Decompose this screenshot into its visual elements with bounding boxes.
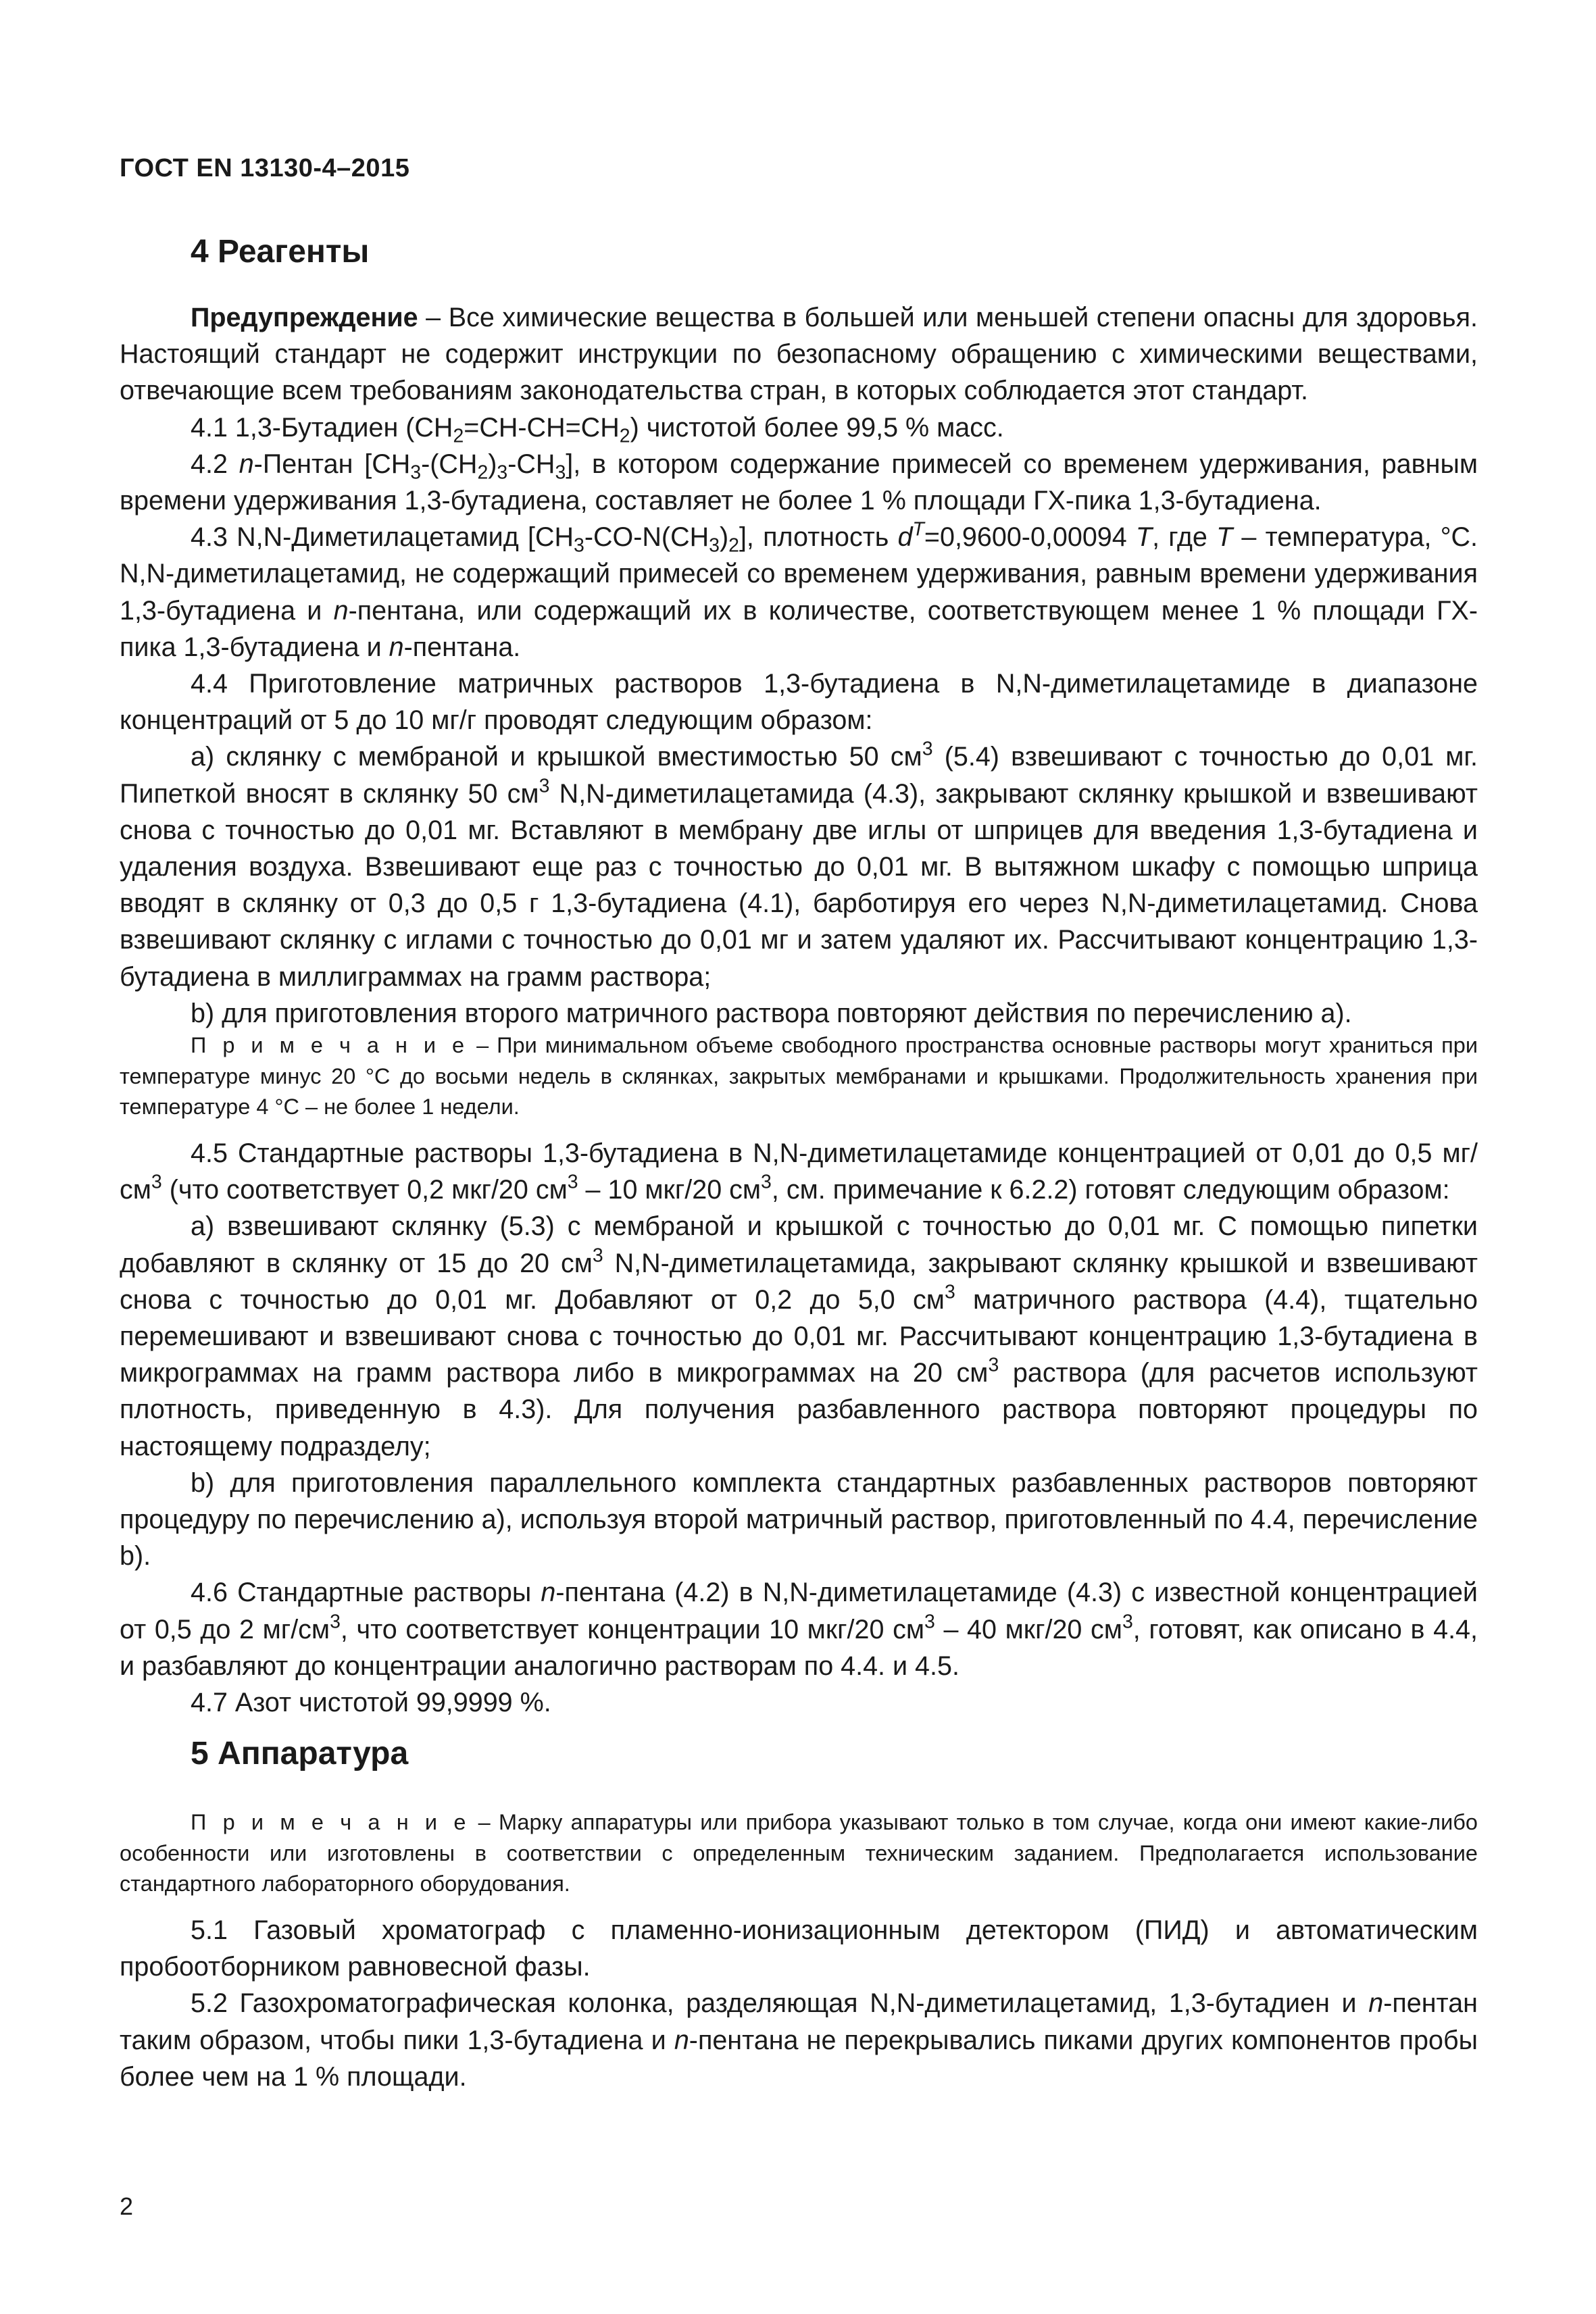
paragraph-5-1: 5.1 Газовый хроматограф с пламенно-ионизационным детектором (ПИД) и автоматическим пробоотборником равновесной фазы. — [120, 1915, 1478, 1982]
note-4-4: П р и м е ч а н и е – При минимальном объеме свободного пространства основные растворы могут храниться при температуре минус 20 °C до восьми недель в склянках, закрытых мембранами и крышками. Продолжительность хранения при температуре 4 °C – не более 1 недели. — [120, 1033, 1478, 1119]
section-5-heading: 5 Аппаратура — [191, 1736, 409, 1771]
note-label: П р и м е ч а н и е — [191, 1810, 470, 1834]
paragraph-4-5: 4.5 Стандартные растворы 1,3-бутадиена в N,N-диметилацетамиде концентрацией от 0,01 до 0,5 $мг/см^3$ (что соответствует 0,2 мкг/20 $см^3 - 10$ мкг/20 $см^3$, см. примечание к 6.2.2) готовят следующим образом: — [120, 1138, 1478, 1205]
paragraph-4-5-a: а) взвешивают склянку (5.3) с мембраной и крышкой с точностью до 0,01 мг. С помощью пипетки добавляют в склянку от 15 до 20 $см^3$ N,N-диметилацетамида, закрывают склянку крышкой и взвешивают снова с точностью до 0,01 мг. Добавляют от 0,2 до 5,0 $см^3$ матричного раствора (4.4), тщательно перемешивают и взвешивают снова с точностью до 0,01 мг. Рассчитывают концентрацию 1,3-бутадиена в микрограммах на грамм раствора либо в микрограммах на 20 $см^3$ раствора (для расчетов используют плотность, приведенную в 4.3). Для получения разбавленного раствора повторяют процедуры по настоящему подразделу; — [120, 1211, 1478, 1461]
warning-label: Предупреждение — [191, 303, 418, 332]
paragraph-4-7: 4.7 Азот чистотой 99,9999 %. — [191, 1688, 551, 1718]
paragraph-4-1: 4.1 1,3-Бутадиен $(CH_2=CH-CH=CH_2)$ чистотой более 99,5 % масс. — [191, 412, 1004, 447]
document-code: ГОСТ EN 13130-4–2015 — [120, 154, 410, 182]
section-4-body — [120, 299, 1478, 1032]
note-label: П р и м е ч а н и е — [191, 1033, 469, 1057]
note-section-5: П р и м е ч а н и е – Марку аппаратуры или прибора указывают только в том случае, когда они имеют какие-либо особенности или изготовлены в соответствии с определенным техническим заданием. Предполагается использование стандартного лабораторного оборудования. — [120, 1810, 1478, 1896]
paragraph-4-6: 4.6 Стандартные растворы n-пентана (4.2) в N,N-диметилацетамиде (4.3) с известной концентрацией от 0,5 до 2 $мг/см^3$, что соответствует концентрации 10 мкг/20 $см^3 - 40$ мкг/20 $см^3$, готовят, как описано в 4.4, и разбавляют до концентрации аналогично растворам по 4.4. и 4.5. — [120, 1578, 1478, 1681]
paragraph-4-4: 4.4 Приготовление матричных растворов 1,3-бутадиена в N,N-диметилацетамиде в диапазоне концентраций от 5 до 10 мг/г проводят следующим образом: — [120, 669, 1478, 736]
paragraph-5-2: 5.2 Газохроматографическая колонка, разделяющая N,N-диметилацетамид, 1,3-бутадиен и n-пентан таким образом, чтобы пики 1,3-бутадиена и n-пентана не перекрывались пиками других компонентов пробы более чем на 1 % площади. — [120, 1988, 1478, 2092]
paragraph-4-4-b: b) для приготовления второго матричного раствора повторяют действия по перечислению а). — [191, 998, 1352, 1028]
section-4-heading: 4 Реагенты — [191, 234, 370, 270]
paragraph-4-4-a: а) склянку с мембраной и крышкой вместимостью 50 $см^3$ (5.4) взвешивают с точностью до 0,01 мг. Пипеткой вносят в склянку 50 $см^3$ N,N-диметилацетамида (4.3), закрывают склянку крышкой и взвешивают снова с точностью до 0,01 мг. Вставляют в мембрану две иглы от шприцев для введения 1,3-бутадиена и удаления воздуха. Взвешивают еще раз с точностью до 0,01 мг. В вытяжном шкафу с помощью шприца вводят в склянку от 0,3 до 0,5 г 1,3-бутадиена (4.1), барботируя его через N,N-диметилацетамид. Снова взвешивают склянку с иглами с точностью до 0,01 мг и затем удаляют их. Рассчитывают концентрацию 1,3-бутадиена в миллиграммах на грамм раствора; — [120, 738, 1478, 992]
paragraph-4-2: 4.2 n-Пентан $[CH_3-(CH_2)_3-CH_3]$, в котором содержание примесей со временем удерживания, равным времени удерживания 1,3-бутадиена, составляет не более 1 % площади ГХ-пика 1,3-бутадиена. — [120, 449, 1478, 516]
section-4-body-continued — [120, 1135, 1478, 1721]
section-5-body — [120, 1912, 1478, 2095]
page-number: 2 — [120, 2192, 134, 2220]
paragraph-4-5-b: b) для приготовления параллельного комплекта стандартных разбавленных растворов повторяют процедуру по перечислению а), используя второй матричный раствор, приготовленный по 4.4, перечисление b). — [120, 1467, 1478, 1571]
warning-paragraph: Предупреждение – Все химические вещества в большей или меньшей степени опасны для здоровья. Настоящий стандарт не содержит инструкции по безопасному обращению с химическими веществами, отвечающие всем требованиям законодательства стран, в которых соблюдается этот стандарт. — [120, 303, 1478, 406]
paragraph-4-3: 4.3 N,N-Диметилацетамид $[CH_3-CO-N(CH_3)_2]$, плотность $d^T=0,9600-0,00094$ T, где T – температура, °C. N,N-диметилацетамид, не содержащий примесей со временем удерживания, равным времени удерживания 1,3-бутадиена и n-пентана, или содержащий их в количестве, соответствующем менее 1 % площади ГХ-пика 1,3-бутадиена и n-пентана. — [120, 518, 1478, 662]
